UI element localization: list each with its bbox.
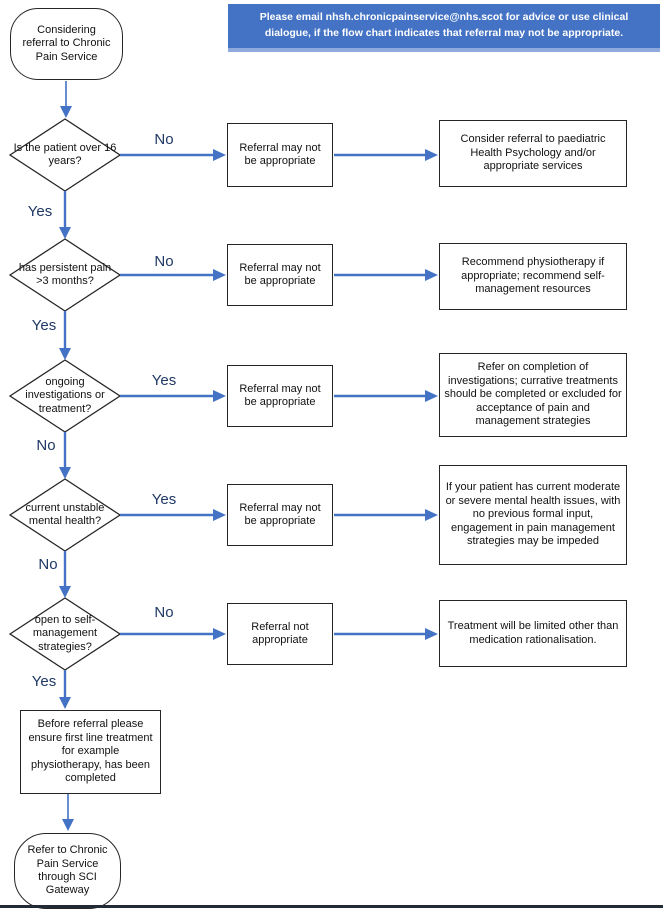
arrowhead-middle4-to-outcome [425,509,438,521]
arrowhead-q5-to-pre-end [59,697,71,709]
arrowhead-middle1-to-outcome [425,149,438,161]
end-node-label: Refer to Chronic Pain Service through SCI Gateway [27,844,108,897]
start-node-label: Considering referral to Chronic Pain Service [22,23,111,63]
middle-box-1-label: Referral may not be appropriate [239,141,321,167]
middle-box-1 [227,123,333,187]
question-2-label: has persistent pain >3 months? [18,261,112,287]
arrowhead-q1-to-q2 [59,227,71,239]
branch-label-5: No [154,604,174,621]
arrowhead-q2-to-middle [213,269,226,281]
branch-label-2: No [154,253,174,270]
question-3 [12,368,118,424]
arrowhead-q1-to-middle [213,149,226,161]
arrowhead-q5-to-middle [213,628,226,640]
down-label-1: Yes [27,203,53,220]
down-label-4: No [38,556,58,573]
outcome-box-2 [439,243,627,310]
branch-label-3: Yes [151,372,177,389]
question-4-label: current unstable mental health? [25,501,105,527]
arrowhead-pre-end-to-end [62,819,74,831]
arrowhead-middle2-to-outcome [425,269,438,281]
question-1 [12,127,118,183]
arrowhead-q3-to-q4 [59,467,71,479]
pre-end-node [20,710,161,794]
question-1-label: Is the patient over 16 years? [13,141,117,167]
start-node [10,8,123,80]
arrowhead-middle5-to-outcome [425,628,438,640]
bottom-divider [0,905,663,908]
middle-box-2-label: Referral may not be appropriate [239,261,321,287]
outcome-box-5-label: Treatment will be limited other than medication rationalisation. [447,620,619,646]
question-5-label: open to self-management strategies? [32,613,98,653]
advice-banner-text: Please email nhsh.chronicpainservice@nhs.scot for advice or use clinical dialogue, if the flow chart indicates that referral may not be appropriate. [259,11,629,39]
middle-box-3 [227,365,333,427]
arrowhead-middle3-to-outcome [425,390,438,402]
arrowhead-q2-to-q3 [59,348,71,360]
down-label-2: Yes [31,317,57,334]
middle-box-5 [227,603,333,665]
branch-label-1: No [154,131,174,148]
outcome-box-1-label: Consider referral to paediatric Health Psychology and/or appropriate services [460,133,606,173]
outcome-box-3-label: Refer on completion of investigations; currative treatments should be completed or excluded for acceptance of pain and management strategies [444,361,622,428]
outcome-box-3 [439,353,627,437]
outcome-box-2-label: Recommend physiotherapy if appropriate; recommend self-management resources [461,256,605,296]
outcome-box-1 [439,120,627,187]
pre-end-node-label: Before referral please ensure first line treatment for example physiotherapy, has been completed [28,718,153,785]
question-4 [12,487,118,543]
advice-banner [228,4,660,52]
end-node [14,833,121,909]
middle-box-4 [227,484,333,546]
middle-box-4-label: Referral may not be appropriate [239,501,321,527]
middle-box-2 [227,244,333,306]
arrowhead-q3-to-middle [213,390,226,402]
middle-box-5-label: Referral not appropriate [251,620,309,646]
question-5 [12,606,118,662]
outcome-box-5 [439,600,627,667]
down-label-3: No [36,437,56,454]
arrowhead-q4-to-middle [213,509,226,521]
middle-box-3-label: Referral may not be appropriate [239,382,321,408]
down-label-5: Yes [31,673,57,690]
question-3-label: ongoing investigations or treatment? [25,375,105,415]
arrowhead-q4-to-q5 [59,586,71,598]
branch-label-4: Yes [151,491,177,508]
outcome-box-4-label: If your patient has current moderate or severe mental health issues, with no previous formal input, engagement in pain management strategies may be impeded [445,481,621,548]
outcome-box-4 [439,465,627,565]
question-2 [12,247,118,303]
arrowhead-start-to-q1 [60,106,72,118]
